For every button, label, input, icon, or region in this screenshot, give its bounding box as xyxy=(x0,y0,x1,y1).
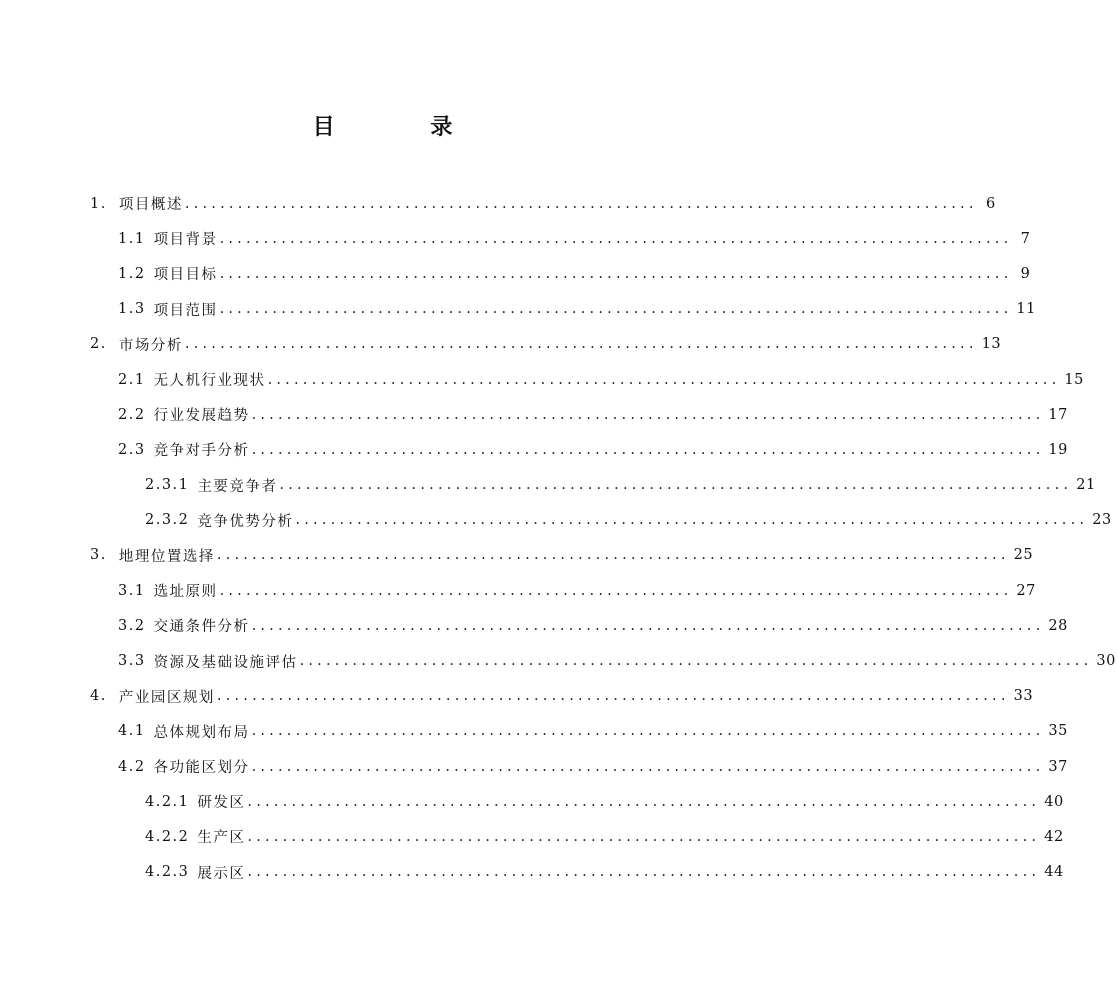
toc-entry-label: 产业园区规划 xyxy=(118,689,215,706)
toc-entry-page-number: 23 xyxy=(1092,512,1112,529)
toc-dot-leader: .......................................................................................... xyxy=(267,371,1061,388)
toc-dot-leader: .......................................................................................... xyxy=(219,301,1013,318)
toc-entry-page-number: 40 xyxy=(1044,793,1064,810)
toc-entry[interactable] xyxy=(0,362,1084,397)
toc-entry-page-number: 27 xyxy=(1016,582,1036,599)
toc-entry-number: 4.2.3 xyxy=(145,864,190,881)
toc-entry-label: 项目范围 xyxy=(153,302,218,319)
toc-entry-label: 项目概述 xyxy=(118,197,183,214)
toc-dot-leader: .......................................................................................... xyxy=(216,688,1010,705)
toc-entry-label: 竞争对手分析 xyxy=(153,443,250,460)
toc-entry[interactable] xyxy=(0,714,1068,749)
toc-entry-number: 3. xyxy=(90,547,107,564)
toc-entry-page-number: 21 xyxy=(1076,477,1096,494)
toc-entry[interactable] xyxy=(0,679,1034,714)
toc-entry-number: 1.1 xyxy=(118,230,146,247)
toc-dot-leader: .......................................................................................... xyxy=(279,477,1073,494)
toc-entry[interactable] xyxy=(0,855,1064,890)
toc-entry-number: 3.3 xyxy=(118,653,146,670)
toc-entry-label: 项目背景 xyxy=(153,232,218,249)
toc-dot-leader: .......................................................................................... xyxy=(251,406,1045,423)
toc-entry-label: 主要竞争者 xyxy=(197,478,278,495)
toc-entry-label: 研发区 xyxy=(197,795,246,812)
toc-entry-page-number: 13 xyxy=(981,336,1002,353)
toc-dot-leader: .......................................................................................... xyxy=(219,582,1013,599)
toc-entry-number: 2.2 xyxy=(118,406,146,423)
toc-entry-number: 2.3.1 xyxy=(145,477,190,494)
toc-entry-label: 选址原则 xyxy=(153,584,218,601)
toc-entry-page-number: 9 xyxy=(1020,265,1031,282)
toc-entry-label: 竞争优势分析 xyxy=(197,513,294,530)
toc-entry-label: 无人机行业现状 xyxy=(153,373,266,390)
toc-entry-page-number: 19 xyxy=(1048,441,1068,458)
toc-entry-label: 资源及基础设施评估 xyxy=(153,654,298,671)
toc-entry[interactable] xyxy=(0,643,1116,678)
toc-entry[interactable] xyxy=(0,749,1068,784)
toc-dot-leader: .......................................................................................... xyxy=(219,230,1013,247)
toc-dot-leader: .......................................................................................... xyxy=(247,864,1041,881)
toc-dot-leader: .......................................................................................... xyxy=(295,512,1089,529)
toc-entry[interactable] xyxy=(0,221,1031,256)
toc-entry-number: 3.2 xyxy=(118,617,146,634)
toc-dot-leader: .......................................................................................... xyxy=(216,547,1010,564)
toc-dot-leader: .......................................................................................... xyxy=(251,617,1045,634)
toc-dot-leader: .......................................................................................... xyxy=(184,195,978,212)
toc-dot-leader: .......................................................................................... xyxy=(247,828,1041,845)
toc-entry-number: 1.3 xyxy=(118,301,146,318)
toc-dot-leader: .......................................................................................... xyxy=(251,758,1045,775)
toc-entry-number: 2.3 xyxy=(118,441,146,458)
toc-entry-number: 1. xyxy=(90,195,107,212)
toc-entry-label: 地理位置选择 xyxy=(118,548,215,565)
toc-entry[interactable] xyxy=(0,327,1002,362)
toc-entry[interactable] xyxy=(0,292,1036,327)
toc-dot-leader: .......................................................................................... xyxy=(251,441,1045,458)
toc-entry-number: 2.3.2 xyxy=(145,512,190,529)
toc-entry-number: 4. xyxy=(90,688,107,705)
toc-entry-number: 4.2.2 xyxy=(145,828,190,845)
toc-entry-page-number: 11 xyxy=(1016,301,1036,318)
toc-dot-leader: .......................................................................................... xyxy=(219,265,1013,282)
toc-entry-page-number: 17 xyxy=(1048,406,1068,423)
toc-entry-page-number: 44 xyxy=(1044,864,1064,881)
toc-entry-page-number: 15 xyxy=(1064,371,1084,388)
toc-entry-label: 市场分析 xyxy=(118,337,183,354)
toc-entry-number: 2. xyxy=(90,336,107,353)
toc-entry-page-number: 7 xyxy=(1020,230,1031,247)
toc-entry-number: 1.2 xyxy=(118,265,146,282)
toc-entry[interactable] xyxy=(0,573,1036,608)
toc-entry-label: 各功能区划分 xyxy=(153,760,250,777)
toc-entry[interactable] xyxy=(0,397,1068,432)
toc-entry-page-number: 6 xyxy=(985,195,996,212)
toc-dot-leader: .......................................................................................... xyxy=(184,336,978,353)
toc-entry-label: 交通条件分析 xyxy=(153,619,250,636)
toc-entry-label: 总体规划布局 xyxy=(153,724,250,741)
page-title: 目 录 xyxy=(312,115,497,140)
toc-entry-number: 3.1 xyxy=(118,582,146,599)
toc-entry-page-number: 35 xyxy=(1048,723,1068,740)
toc-entry[interactable] xyxy=(0,186,996,221)
toc-entry-label: 展示区 xyxy=(197,865,246,882)
toc-entry[interactable] xyxy=(0,468,1096,503)
toc-entry-label: 行业发展趋势 xyxy=(153,408,250,425)
toc-entry[interactable] xyxy=(0,608,1068,643)
toc-entry[interactable] xyxy=(0,784,1064,819)
toc-entry[interactable] xyxy=(0,538,1034,573)
toc-entry-page-number: 28 xyxy=(1048,617,1068,634)
toc-entry-page-number: 30 xyxy=(1096,653,1116,670)
toc-entry[interactable] xyxy=(0,432,1068,467)
toc-entry-page-number: 33 xyxy=(1013,688,1034,705)
toc-entry-page-number: 25 xyxy=(1013,547,1034,564)
toc-entry[interactable] xyxy=(0,819,1064,854)
toc-entry-page-number: 37 xyxy=(1048,758,1068,775)
toc-entry[interactable] xyxy=(0,256,1031,291)
table-of-contents xyxy=(0,186,1116,890)
toc-entry[interactable] xyxy=(0,503,1112,538)
toc-entry-page-number: 42 xyxy=(1044,828,1064,845)
toc-dot-leader: .......................................................................................... xyxy=(299,653,1093,670)
toc-entry-number: 4.2 xyxy=(118,758,146,775)
toc-dot-leader: .......................................................................................... xyxy=(247,793,1041,810)
toc-entry-label: 生产区 xyxy=(197,830,246,847)
toc-entry-number: 2.1 xyxy=(118,371,146,388)
toc-entry-number: 4.2.1 xyxy=(145,793,190,810)
toc-entry-number: 4.1 xyxy=(118,723,146,740)
toc-entry-label: 项目目标 xyxy=(153,267,218,284)
toc-dot-leader: .......................................................................................... xyxy=(251,723,1045,740)
